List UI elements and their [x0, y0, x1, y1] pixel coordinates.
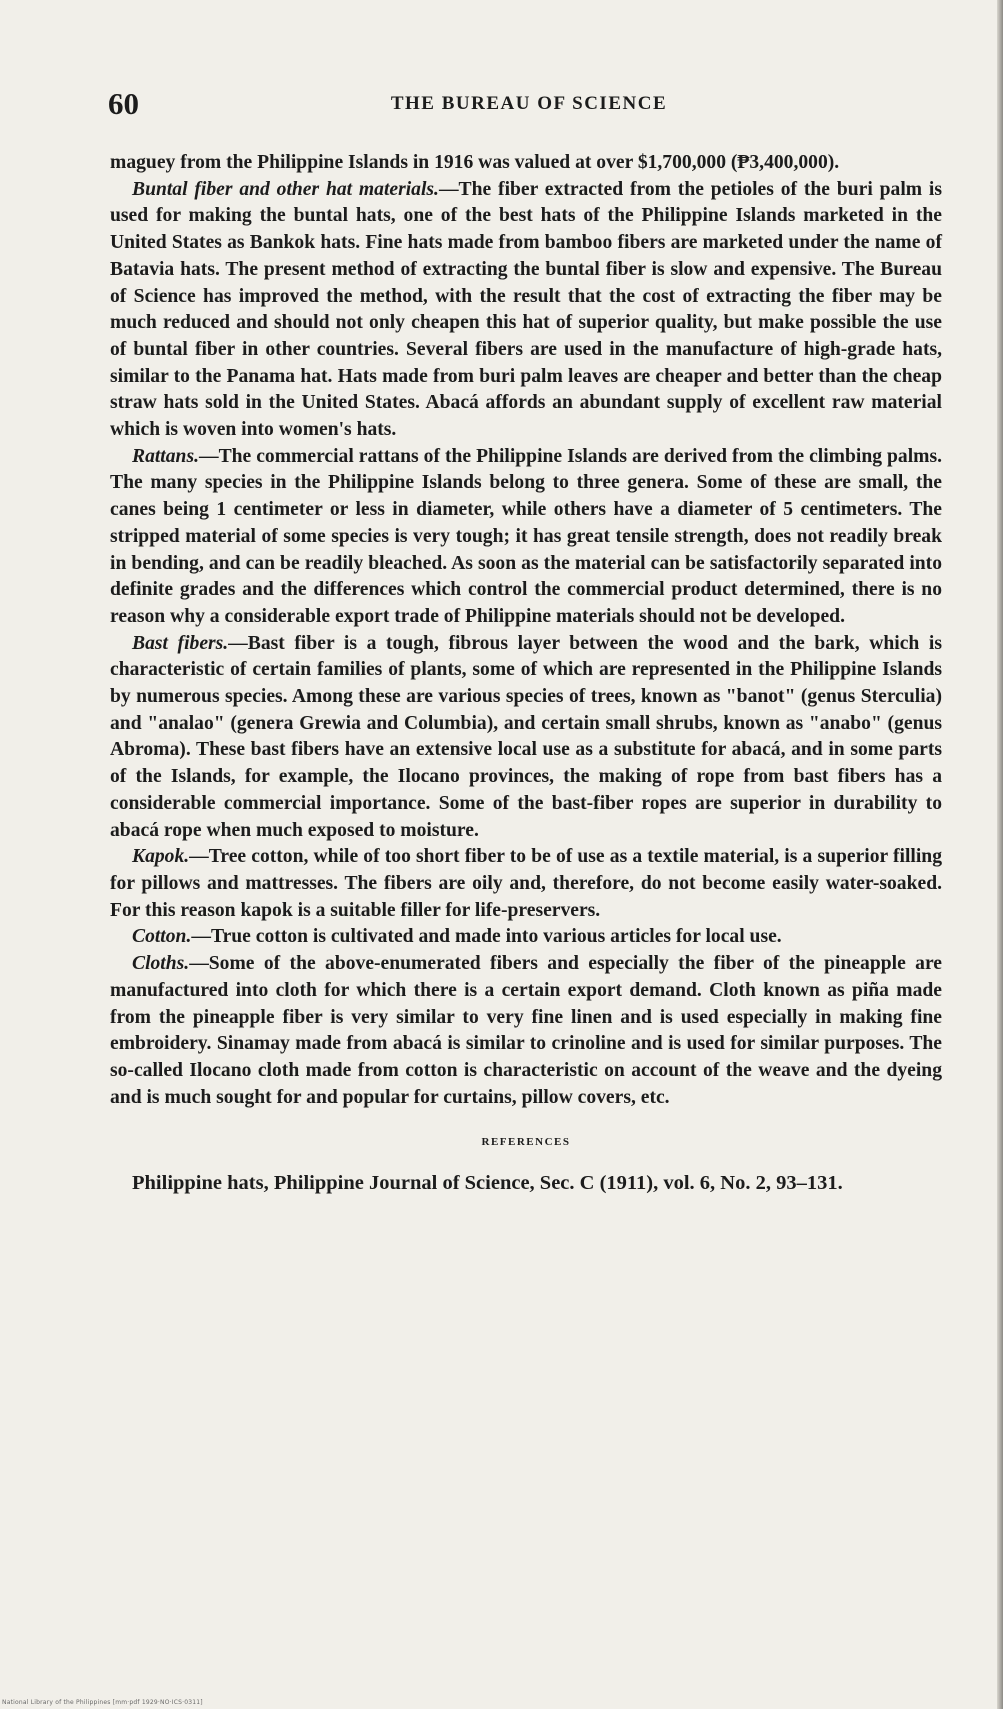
paragraph-text: —Some of the above-enumerated fibers and especially the fiber of the pineapple are manufactured into cloth for which there is a certain export demand. Cloth known as piña made from the pineapple fiber is very similar to very fine linen and is used especially in making fine embroidery. Sinamay made from abacá is similar to crinoline and is used for similar purposes. The so-called Ilocano cloth made from cotton is characteristic on account of the weave and the dyeing and is much sought for and popular for curtains, pillow covers, etc. [110, 953, 942, 1108]
section-lead: Cloths. [132, 953, 190, 975]
paragraph-buntal [110, 177, 942, 444]
page-number: 60 [108, 86, 139, 121]
reference-item: Philippine hats, Philippine Journal of Science, Sec. C (1911), vol. 6, No. 2, 93–131. [132, 1172, 843, 1195]
references-heading: REFERENCES [481, 1136, 571, 1149]
paragraph-text: —The fiber extracted from the petioles of the buri palm is used for making the buntal hats, one of the best hats of the Philippine Islands marketed in the United States as Bankok hats. Fine hats made from bamboo fibers are marketed under the name of Batavia hats. The present method of extracting the buntal fiber is slow and expensive. The Bureau of Science has improved the method, with the result that the cost of extracting the fiber may be much reduced and should not only cheapen this hat of superior quality, but make possible the use of buntal fiber in other countries. Several fibers are used in the manufacture of high-grade hats, similar to the Panama hat. Hats made from buri palm leaves are cheaper and better than the cheap straw hats sold in the United States. Abacá affords an abundant supply of excellent raw material which is woven into women's hats. [110, 178, 942, 441]
paragraph-cotton [110, 924, 942, 951]
paragraph-rattans [110, 444, 942, 631]
paragraph-text: —Bast fiber is a tough, fibrous layer between the wood and the bark, which is characteristic of certain families of plants, some of which are represented in the Philippine Islands by numerous species. Among these are various species of trees, known as "banot" (genus Sterculia) and "analao" (genera Grewia and Columbia), and certain small shrubs, known as "anabo" (genus Abroma). These bast fibers have an extensive local use as a substitute for abacá, and in some parts of the Islands, for example, the Ilocano provinces, the making of rope from bast fibers has a considerable commercial importance. Some of the bast-fiber ropes are superior in durability to abacá rope when much exposed to moisture. [110, 632, 942, 841]
section-lead: Cotton. [132, 926, 192, 948]
paragraph-text: —Tree cotton, while of too short fiber to be of use as a textile material, is a superior filling for pillows and mattresses. The fibers are oily and, therefore, do not become easily water-soaked. For this reason kapok is a suitable filler for life-preservers. [110, 846, 942, 921]
body-text [110, 150, 942, 1197]
paragraph-text: —True cotton is cultivated and made into various articles for local use. [191, 926, 782, 948]
paragraph-text: maguey from the Philippine Islands in 1916 was valued at over $1,700,000 (₱3,400,000). [110, 152, 840, 173]
scan-footer: National Library of the Philippines [mm·pdf 1929·NO·ICS·0311] [2, 1699, 203, 1706]
paragraph-bast-fibers [110, 631, 942, 845]
running-head: THE BUREAU OF SCIENCE [390, 93, 668, 114]
page-edge-shadow [997, 0, 1003, 1709]
section-lead: Rattans. [132, 445, 199, 467]
paragraph-text: —The commercial rattans of the Philippine Islands are derived from the climbing palms. The many species in the Philippine Islands belong to three genera. Some of these are small, the canes being 1 centimeter or less in diameter, while others have a diameter of 5 centimeters. The stripped material of some species is very tough; it has great tensile strength, does not readily break in bending, and can be readily bleached. As soon as the material can be satisfactorily separated into definite grades and the differences which control the commercial product determined, there is no reason why a considerable export trade of Philippine materials should not be developed. [110, 445, 942, 627]
paragraph-kapok [110, 844, 942, 924]
paragraph-maguey [110, 150, 942, 177]
section-lead: Kapok. [132, 846, 190, 868]
section-lead: Bast fibers. [132, 632, 229, 654]
page-header [108, 86, 950, 126]
section-lead: Buntal fiber and other hat materials. [132, 178, 439, 200]
paragraph-cloths [110, 951, 942, 1111]
